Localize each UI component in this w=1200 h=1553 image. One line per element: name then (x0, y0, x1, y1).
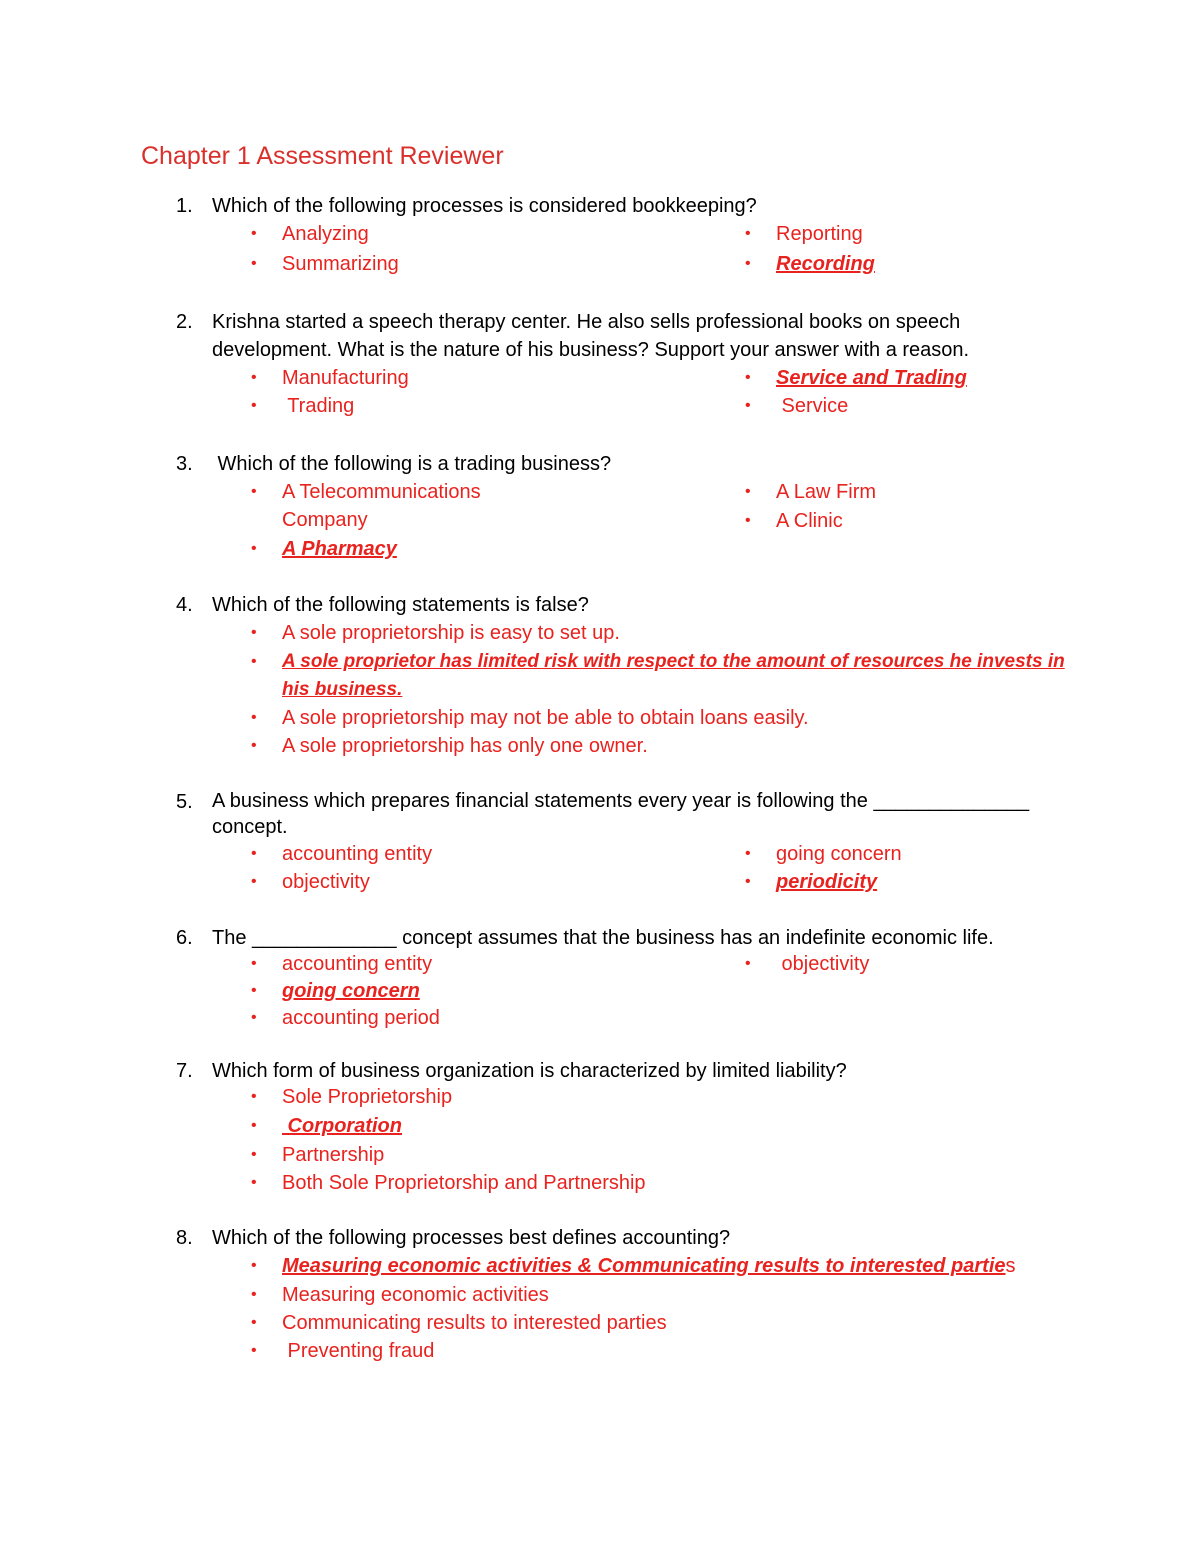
answer-option: • A Clinic (776, 507, 843, 535)
question-number: 8. (176, 1227, 193, 1249)
question-text: Which of the following processes is considered bookkeeping? (212, 195, 757, 217)
question-text: Which form of business organization is characterized by limited liability? (212, 1060, 847, 1082)
bullet-icon: • (251, 1257, 257, 1274)
answer-option: • Preventing fraud (282, 1337, 434, 1365)
question-number: 4. (176, 594, 193, 616)
answer-option: • Sole Proprietorship (282, 1083, 452, 1111)
answer-option: • objectivity (776, 950, 869, 978)
correct-answer-option: • Service and Trading (776, 364, 967, 392)
bullet-icon: • (251, 483, 257, 500)
bullet-icon: • (251, 1174, 257, 1191)
answer-option: • Service (776, 392, 848, 420)
question-number: 1. (176, 195, 193, 217)
bullet-icon: • (251, 1009, 257, 1026)
bullet-icon: • (251, 1117, 257, 1134)
correct-answer-option: • Measuring economic activities & Communicating results to interested parties (282, 1252, 1016, 1280)
bullet-icon: • (745, 512, 751, 529)
answer-option: • accounting entity (282, 840, 432, 868)
bullet-icon: • (251, 1146, 257, 1163)
answer-option: • accounting entity (282, 950, 432, 978)
bullet-icon: • (251, 845, 257, 862)
bullet-icon: • (251, 1314, 257, 1331)
bullet-icon: • (251, 653, 257, 670)
answer-option: • Summarizing (282, 250, 399, 278)
answer-option: • Communicating results to interested parties (282, 1309, 667, 1337)
question-text: The _____________ concept assumes that the business has an indefinite economic life. (212, 927, 994, 949)
bullet-icon: • (745, 955, 751, 972)
bullet-icon: • (251, 397, 257, 414)
bullet-icon: • (745, 873, 751, 890)
bullet-icon: • (251, 982, 257, 999)
bullet-icon: • (745, 225, 751, 242)
bullet-icon: • (745, 369, 751, 386)
answer-option: • Measuring economic activities (282, 1281, 549, 1309)
question-number: 3. (176, 453, 193, 475)
correct-answer-option: • Corporation (282, 1112, 402, 1140)
answer-option: • A Law Firm (776, 478, 876, 506)
bullet-icon: • (745, 397, 751, 414)
question-text: Which of the following statements is false? (212, 594, 589, 616)
bullet-icon: • (251, 225, 257, 242)
question-number: 2. (176, 311, 193, 333)
answer-option: • Trading (282, 392, 354, 420)
correct-answer-option: • periodicity (776, 868, 877, 896)
correct-answer-option: • A sole proprietor has limited risk with respect to the amount of resources he invests in his business. (282, 648, 1072, 704)
answer-option: • Reporting (776, 220, 863, 248)
question-number: 5. (176, 791, 193, 813)
bullet-icon: • (251, 1088, 257, 1105)
bullet-icon: • (251, 369, 257, 386)
correct-answer-option: • A Pharmacy (282, 535, 397, 563)
bullet-icon: • (251, 737, 257, 754)
bullet-icon: • (745, 845, 751, 862)
bullet-icon: • (251, 1286, 257, 1303)
page-title: Chapter 1 Assessment Reviewer (141, 142, 504, 170)
answer-option: • going concern (776, 840, 902, 868)
answer-option: • A sole proprietorship has only one owner. (282, 732, 1072, 760)
question-text: Which of the following is a trading business? (212, 453, 612, 475)
answer-option: • Partnership (282, 1141, 384, 1169)
question-text: A business which prepares financial statements every year is following the ______________ concept. (212, 790, 1030, 838)
bullet-icon: • (251, 540, 257, 557)
correct-answer-option: • going concern (282, 977, 420, 1005)
bullet-icon: • (745, 255, 751, 272)
question-number: 7. (176, 1060, 193, 1082)
correct-answer-option: • Recording (776, 250, 875, 278)
answer-option: • A sole proprietorship is easy to set up. (282, 619, 1072, 647)
answer-option: • A sole proprietorship may not be able to obtain loans easily. (282, 704, 1072, 732)
bullet-icon: • (251, 255, 257, 272)
bullet-icon: • (251, 624, 257, 641)
bullet-icon: • (745, 483, 751, 500)
answer-option: • Analyzing (282, 220, 369, 248)
bullet-icon: • (251, 873, 257, 890)
answer-option: • A Telecommunications Company (282, 478, 522, 534)
bullet-icon: • (251, 955, 257, 972)
question-text: Which of the following processes best defines accounting? (212, 1227, 731, 1249)
bullet-icon: • (251, 709, 257, 726)
answer-option: • objectivity (282, 868, 370, 896)
answer-option: • Manufacturing (282, 364, 409, 392)
bullet-icon: • (251, 1342, 257, 1359)
question-number: 6. (176, 927, 193, 949)
answer-option: • Both Sole Proprietorship and Partnership (282, 1169, 646, 1197)
question-text: Krishna started a speech therapy center. He also sells professional books on speech development. What is the nature of his business? Support your answer with a reason. (212, 311, 970, 361)
answer-option: • accounting period (282, 1004, 440, 1032)
